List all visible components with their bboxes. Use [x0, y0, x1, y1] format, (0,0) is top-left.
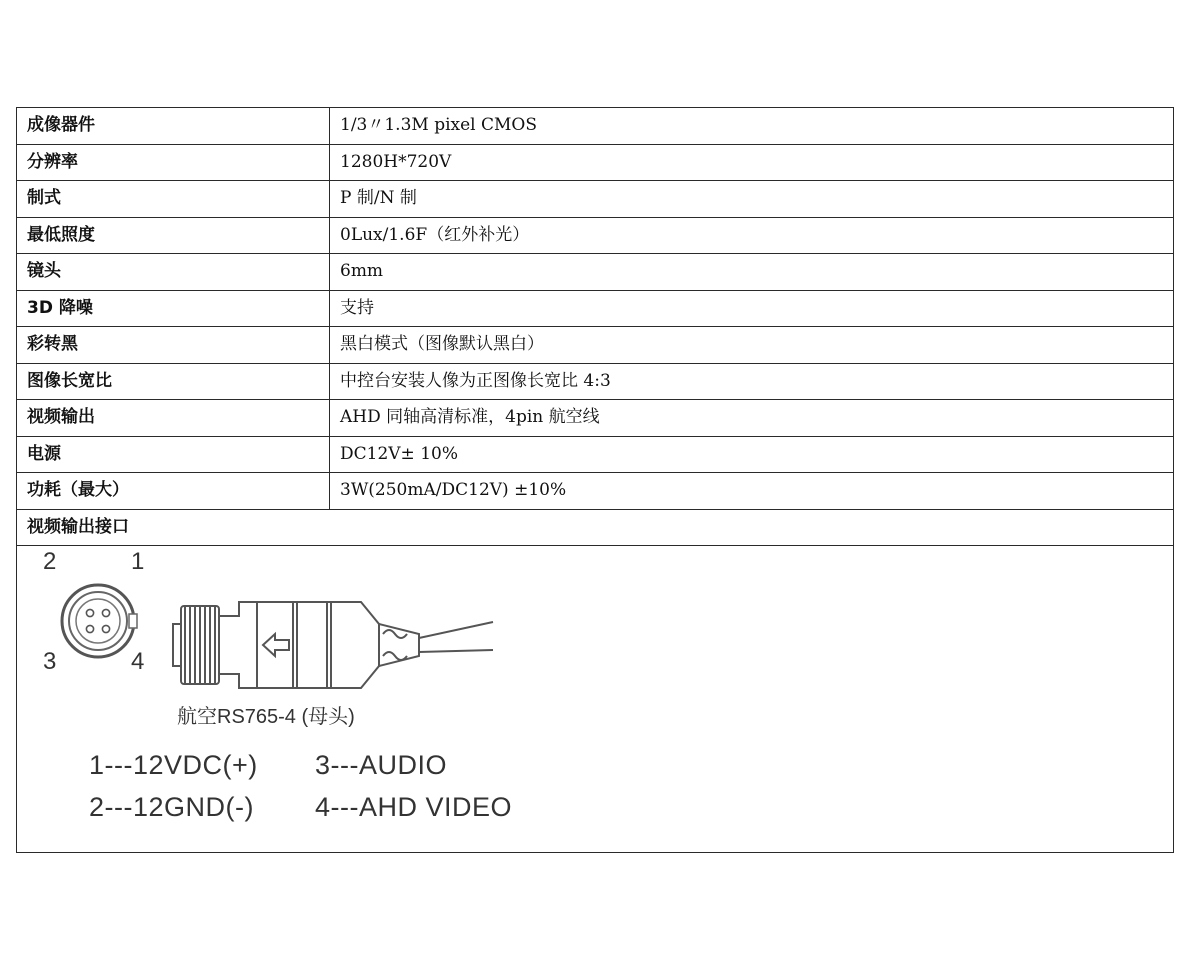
table-row [17, 473, 1173, 510]
table-row [17, 290, 1173, 327]
spec-value: 中控台安装人像为正图像长宽比 4:3 [330, 363, 1174, 400]
table-row [17, 217, 1173, 254]
table-row [17, 254, 1173, 291]
table-row [17, 144, 1173, 181]
spec-label: 分辨率 [17, 144, 330, 181]
spec-label: 彩转黑 [17, 327, 330, 364]
spec-value: 支持 [330, 290, 1174, 327]
spec-label: 功耗（最大） [17, 473, 330, 510]
spec-value: DC12V± 10% [330, 436, 1174, 473]
pin-legend-item: 3---AUDIO [315, 750, 447, 780]
spec-label: 最低照度 [17, 217, 330, 254]
spec-sheet [16, 107, 1174, 853]
spec-value: AHD 同轴高清标准，4pin 航空线 [330, 400, 1174, 437]
spec-label: 3D 降噪 [17, 290, 330, 327]
spec-label: 成像器件 [17, 108, 330, 144]
spec-label: 电源 [17, 436, 330, 473]
pin-number: 3 [43, 648, 57, 675]
table-row [17, 436, 1173, 473]
connector-diagram [17, 540, 1173, 852]
table-row [17, 108, 1173, 144]
table-row [17, 327, 1173, 364]
pin-number: 2 [43, 548, 57, 575]
spec-value: 3W(250mA/DC12V) ±10% [330, 473, 1174, 510]
spec-label: 镜头 [17, 254, 330, 291]
connector-face-icon [51, 574, 145, 668]
spec-value: 黑白模式（图像默认黑白） [330, 327, 1174, 364]
pin-legend-item: 1---12VDC(+) [89, 750, 258, 780]
table-row [17, 363, 1173, 400]
spec-label: 制式 [17, 181, 330, 218]
spec-value: 1/3〃1.3M pixel CMOS [330, 108, 1174, 144]
pin-number: 1 [131, 548, 145, 575]
pin-legend-item: 4---AHD VIDEO [315, 792, 513, 822]
connector-caption: 航空RS765-4 (母头) [177, 706, 355, 728]
spec-value: 6mm [330, 254, 1174, 291]
connector-plug-icon [167, 584, 497, 694]
section-title: 视频输出接口 [17, 509, 1173, 546]
pin-legend-item: 2---12GND(-) [89, 792, 254, 822]
spec-value: 1280H*720V [330, 144, 1174, 181]
spec-table [17, 108, 1173, 546]
spec-label: 视频输出 [17, 400, 330, 437]
table-row [17, 181, 1173, 218]
pin-number: 4 [131, 648, 145, 675]
spec-value: 0Lux/1.6F（红外补光） [330, 217, 1174, 254]
spec-label: 图像长宽比 [17, 363, 330, 400]
table-row [17, 400, 1173, 437]
spec-value: P 制/N 制 [330, 181, 1174, 218]
